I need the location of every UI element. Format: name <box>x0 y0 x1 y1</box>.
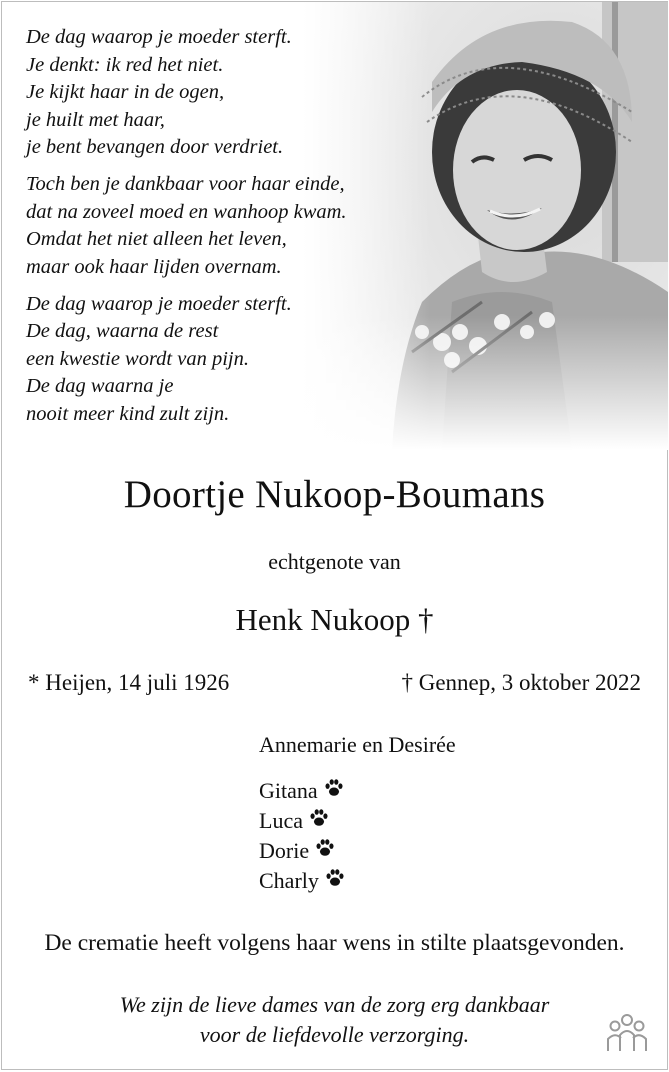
poem-stanza <box>26 171 356 281</box>
cremation-notice: De crematie heeft volgens haar wens in stilte plaatsgevonden. <box>44 930 625 956</box>
poem <box>26 24 356 438</box>
children-names: Annemarie en Desirée <box>259 732 456 757</box>
poem-line: De dag waarop je moeder sterft. <box>26 26 292 48</box>
pets-list <box>259 776 346 896</box>
poem-line: De dag waarop je moeder sterft. <box>26 292 292 315</box>
poem-line: je bent bevangen door verdriet. <box>26 136 284 158</box>
obituary-card <box>1 1 668 1070</box>
poem-line: De dag waarna je <box>26 375 174 397</box>
thanks-message <box>2 990 667 1050</box>
list-item <box>259 836 346 866</box>
poem-stanza <box>26 24 356 162</box>
deceased-name: Doortje Nukoop-Boumans <box>123 473 546 516</box>
people-group-icon <box>605 1011 649 1055</box>
poem-line: Je denkt: ik red het niet. <box>26 53 224 76</box>
poem-line: Omdat het niet alleen het leven, <box>26 228 287 250</box>
thanks-line: We zijn de lieve dames van de zorg erg dankbaar <box>119 992 550 1017</box>
poem-stanza <box>26 291 356 429</box>
poem-line: nooit meer kind zult zijn. <box>26 402 230 425</box>
poem-line: maar ook haar lijden overnam. <box>26 255 282 278</box>
relation-label: echtgenote van <box>268 549 401 574</box>
poem-line: Toch ben je dankbaar voor haar einde, <box>26 173 345 195</box>
paw-icon <box>323 777 345 799</box>
pet-name: Dorie <box>259 838 310 863</box>
poem-line: De dag, waarna de rest <box>26 320 219 342</box>
poem-line: Je kijkt haar in de ogen, <box>26 81 225 103</box>
list-item <box>259 866 346 896</box>
birth-info: * Heijen, 14 juli 1926 <box>28 670 230 695</box>
spouse-name: Henk Nukoop † <box>235 602 434 637</box>
pet-name: Luca <box>259 808 303 833</box>
poem-line: een kwestie wordt van pijn. <box>26 347 249 370</box>
list-item <box>259 806 346 836</box>
pet-name: Charly <box>259 868 319 893</box>
list-item <box>259 776 346 806</box>
thanks-line: voor de liefdevolle verzorging. <box>199 1022 470 1047</box>
paw-icon <box>324 867 346 889</box>
paw-icon <box>314 837 336 859</box>
poem-line: je huilt met haar, <box>26 108 165 131</box>
poem-line: dat na zoveel moed en wanhoop kwam. <box>26 200 347 223</box>
portrait-photo <box>302 2 668 450</box>
pet-name: Gitana <box>259 778 318 803</box>
death-info: † Gennep, 3 oktober 2022 <box>401 670 641 695</box>
paw-icon <box>308 807 330 829</box>
